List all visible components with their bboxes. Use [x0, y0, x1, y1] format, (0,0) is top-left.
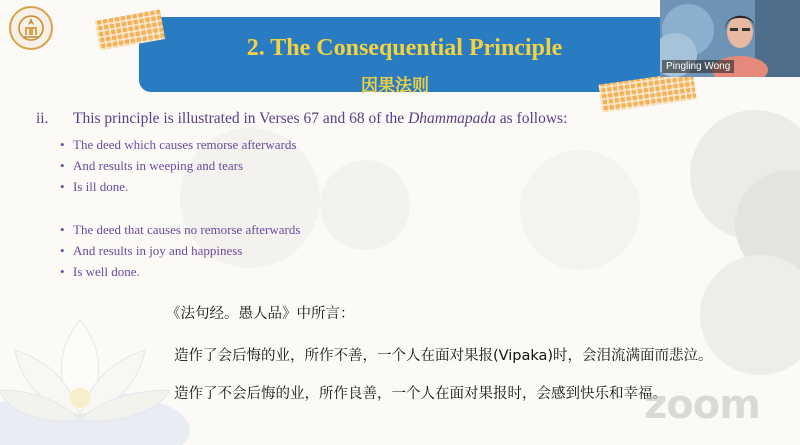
chinese-heading: 《法句经。愚人品》中所言： [166, 306, 355, 322]
bullet-dot-icon: • [60, 137, 65, 152]
decor-circle [320, 160, 410, 250]
bullet-text: And results in weeping and tears [73, 158, 244, 173]
intro-text: This principle is illustrated in Verses 67 and 68 of the [73, 110, 409, 127]
bullet-text: The deed that causes no remorse afterwards [73, 222, 301, 237]
intro-text-italic: Dhammapada [408, 110, 496, 127]
bullet-dot-icon: • [60, 222, 65, 237]
bullet-dot-icon: • [60, 264, 65, 279]
list-item [60, 240, 300, 261]
logo-emblem-icon [16, 13, 46, 43]
bullet-text: And results in joy and happiness [73, 243, 243, 258]
bullet-text: Is ill done. [73, 179, 129, 194]
bullet-list-ill-done [60, 134, 296, 197]
decor-circle [520, 150, 640, 270]
participant-video-tile[interactable] [660, 0, 800, 77]
decor-circle [700, 255, 800, 375]
chinese-line-1: 造作了会后悔的业，所作不善，一个人在面对果报(Vipaka)时，会泪流满面而悲泣。 [174, 348, 713, 364]
list-numeral: ii. [36, 110, 49, 127]
bullet-text: Is well done. [73, 264, 140, 279]
title-banner [139, 17, 670, 96]
intro-line [36, 110, 567, 128]
intro-text-end: as follows: [495, 110, 568, 127]
list-item [60, 134, 296, 155]
bullet-dot-icon: • [60, 243, 65, 258]
zoom-watermark: zoom [644, 382, 760, 428]
list-item [60, 176, 296, 197]
bullet-text: The deed which causes remorse afterwards [73, 137, 297, 152]
list-item [60, 219, 300, 240]
bullet-list-well-done [60, 219, 300, 282]
list-item [60, 155, 296, 176]
slide-subtitle: 因果法则 [361, 76, 429, 96]
slide-title: 2. The Consequential Principle [246, 35, 563, 61]
chinese-line-2: 造作了不会后悔的业，所作良善，一个人在面对果报时，会感到快乐和幸福。 [174, 386, 667, 402]
bullet-dot-icon: • [60, 158, 65, 173]
bullet-dot-icon: • [60, 179, 65, 194]
lotus-illustration [0, 280, 190, 445]
list-item [60, 261, 300, 282]
participant-name-label: Pingling Wong [662, 60, 734, 73]
organization-logo [9, 6, 53, 50]
